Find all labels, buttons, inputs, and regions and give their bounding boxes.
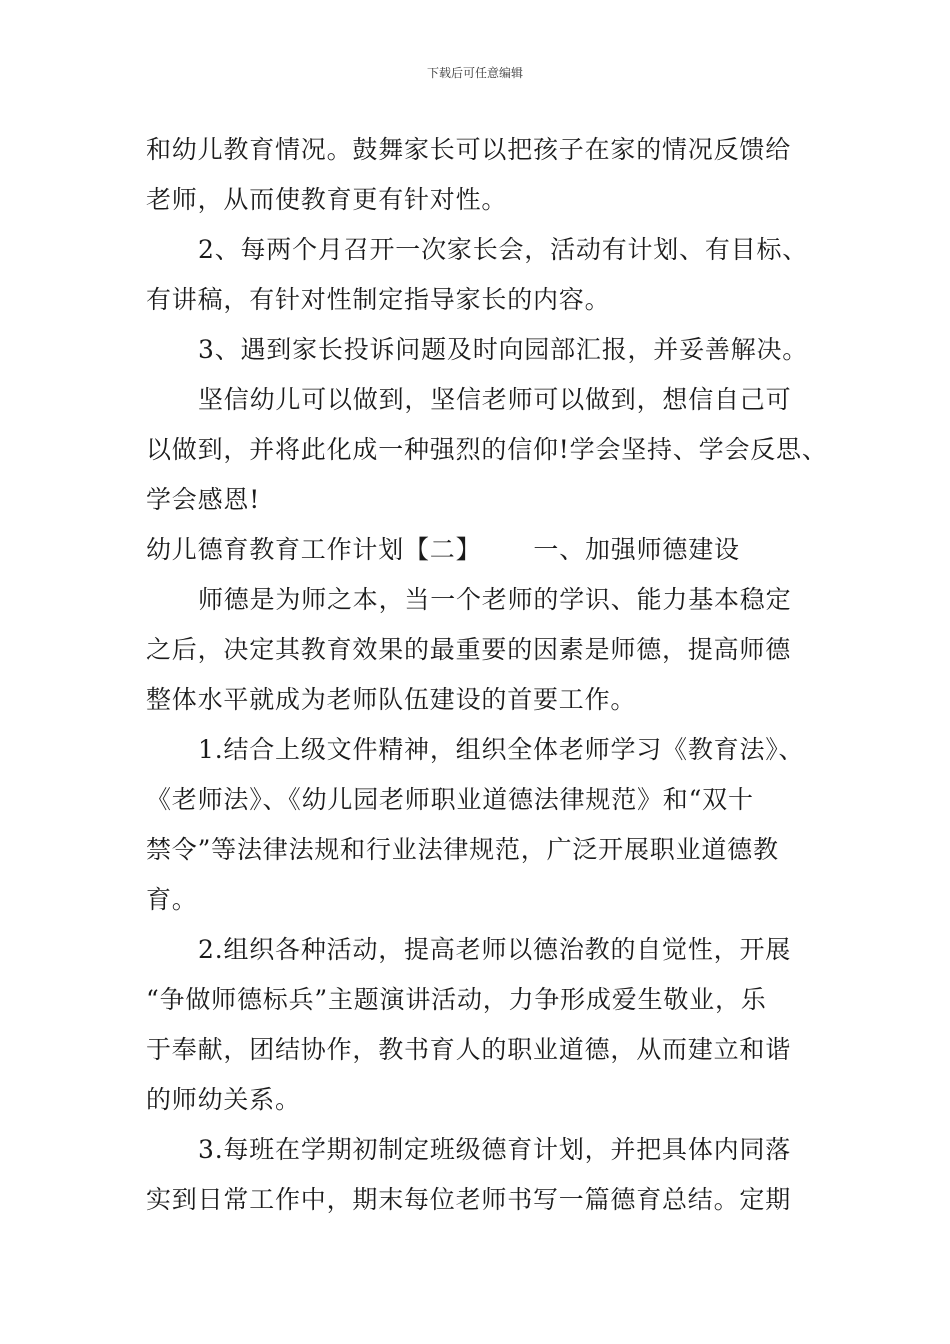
paragraph-line: 坚信幼儿可以做到，坚信老师可以做到，想信自己可 bbox=[198, 385, 792, 414]
paragraph-group-2 bbox=[146, 575, 811, 1225]
paragraph-line: 之后，决定其教育效果的最重要的因素是师德，提高师德 bbox=[146, 635, 792, 664]
paragraph-line: 师德是为师之本，当一个老师的学识、能力基本稳定 bbox=[198, 585, 792, 614]
page-header: 下载后可任意编辑 bbox=[426, 66, 523, 80]
paragraph-line: 以做到，并将此化成一种强烈的信仰!学会坚持、学会反思、 bbox=[146, 435, 828, 464]
paragraph bbox=[146, 125, 811, 225]
paragraph bbox=[146, 375, 828, 525]
paragraph-line: 育。 bbox=[146, 885, 198, 914]
section-heading bbox=[146, 525, 811, 575]
paragraph bbox=[146, 325, 811, 375]
paragraph-line: 1.结合上级文件精神，组织全体老师学习《教育法》、 bbox=[198, 735, 805, 764]
paragraph-line: 2、每两个月召开一次家长会，活动有计划、有目标、 bbox=[198, 235, 809, 264]
document-body bbox=[146, 125, 828, 1225]
paragraph-group-1 bbox=[146, 125, 828, 525]
paragraph-line: 和幼儿教育情况。鼓舞家长可以把孩子在家的情况反馈给 bbox=[146, 135, 792, 164]
paragraph bbox=[146, 925, 811, 1125]
paragraph-line: 的师幼关系。 bbox=[146, 1085, 301, 1114]
paragraph bbox=[146, 1125, 811, 1225]
section-subtitle: 一、加强师德建设 bbox=[533, 535, 740, 564]
paragraph bbox=[146, 575, 811, 725]
paragraph-line: “争做师德标兵”主题演讲活动，力争形成爱生敬业，乐 bbox=[146, 985, 767, 1014]
paragraph-line: 于奉献，团结协作，教书育人的职业道德，从而建立和谐 bbox=[146, 1035, 792, 1064]
paragraph-line: 学会感恩! bbox=[146, 485, 261, 514]
paragraph-line: 实到日常工作中，期末每位老师书写一篇德育总结。定期 bbox=[146, 1185, 792, 1214]
paragraph bbox=[146, 225, 811, 325]
paragraph-line: 2.组织各种活动，提高老师以德治教的自觉性，开展 bbox=[198, 935, 792, 964]
paragraph-line: 整体水平就成为老师队伍建设的首要工作。 bbox=[146, 685, 637, 714]
paragraph bbox=[146, 725, 811, 925]
paragraph-line: 3、遇到家长投诉问题及时向园部汇报，并妥善解决。 bbox=[198, 335, 809, 364]
paragraph-line: 《老师法》、《幼儿园老师职业道德法律规范》和“双十 bbox=[146, 785, 754, 814]
paragraph-line: 有讲稿，有针对性制定指导家长的内容。 bbox=[146, 285, 611, 314]
section-title: 幼儿德育教育工作计划【二】 bbox=[146, 535, 482, 564]
paragraph-line: 老师，从而使教育更有针对性。 bbox=[146, 185, 508, 214]
paragraph-line: 禁令”等法律法规和行业法律规范，广泛开展职业道德教 bbox=[146, 835, 779, 864]
paragraph-line: 3.每班在学期初制定班级德育计划，并把具体内同落 bbox=[198, 1135, 792, 1164]
